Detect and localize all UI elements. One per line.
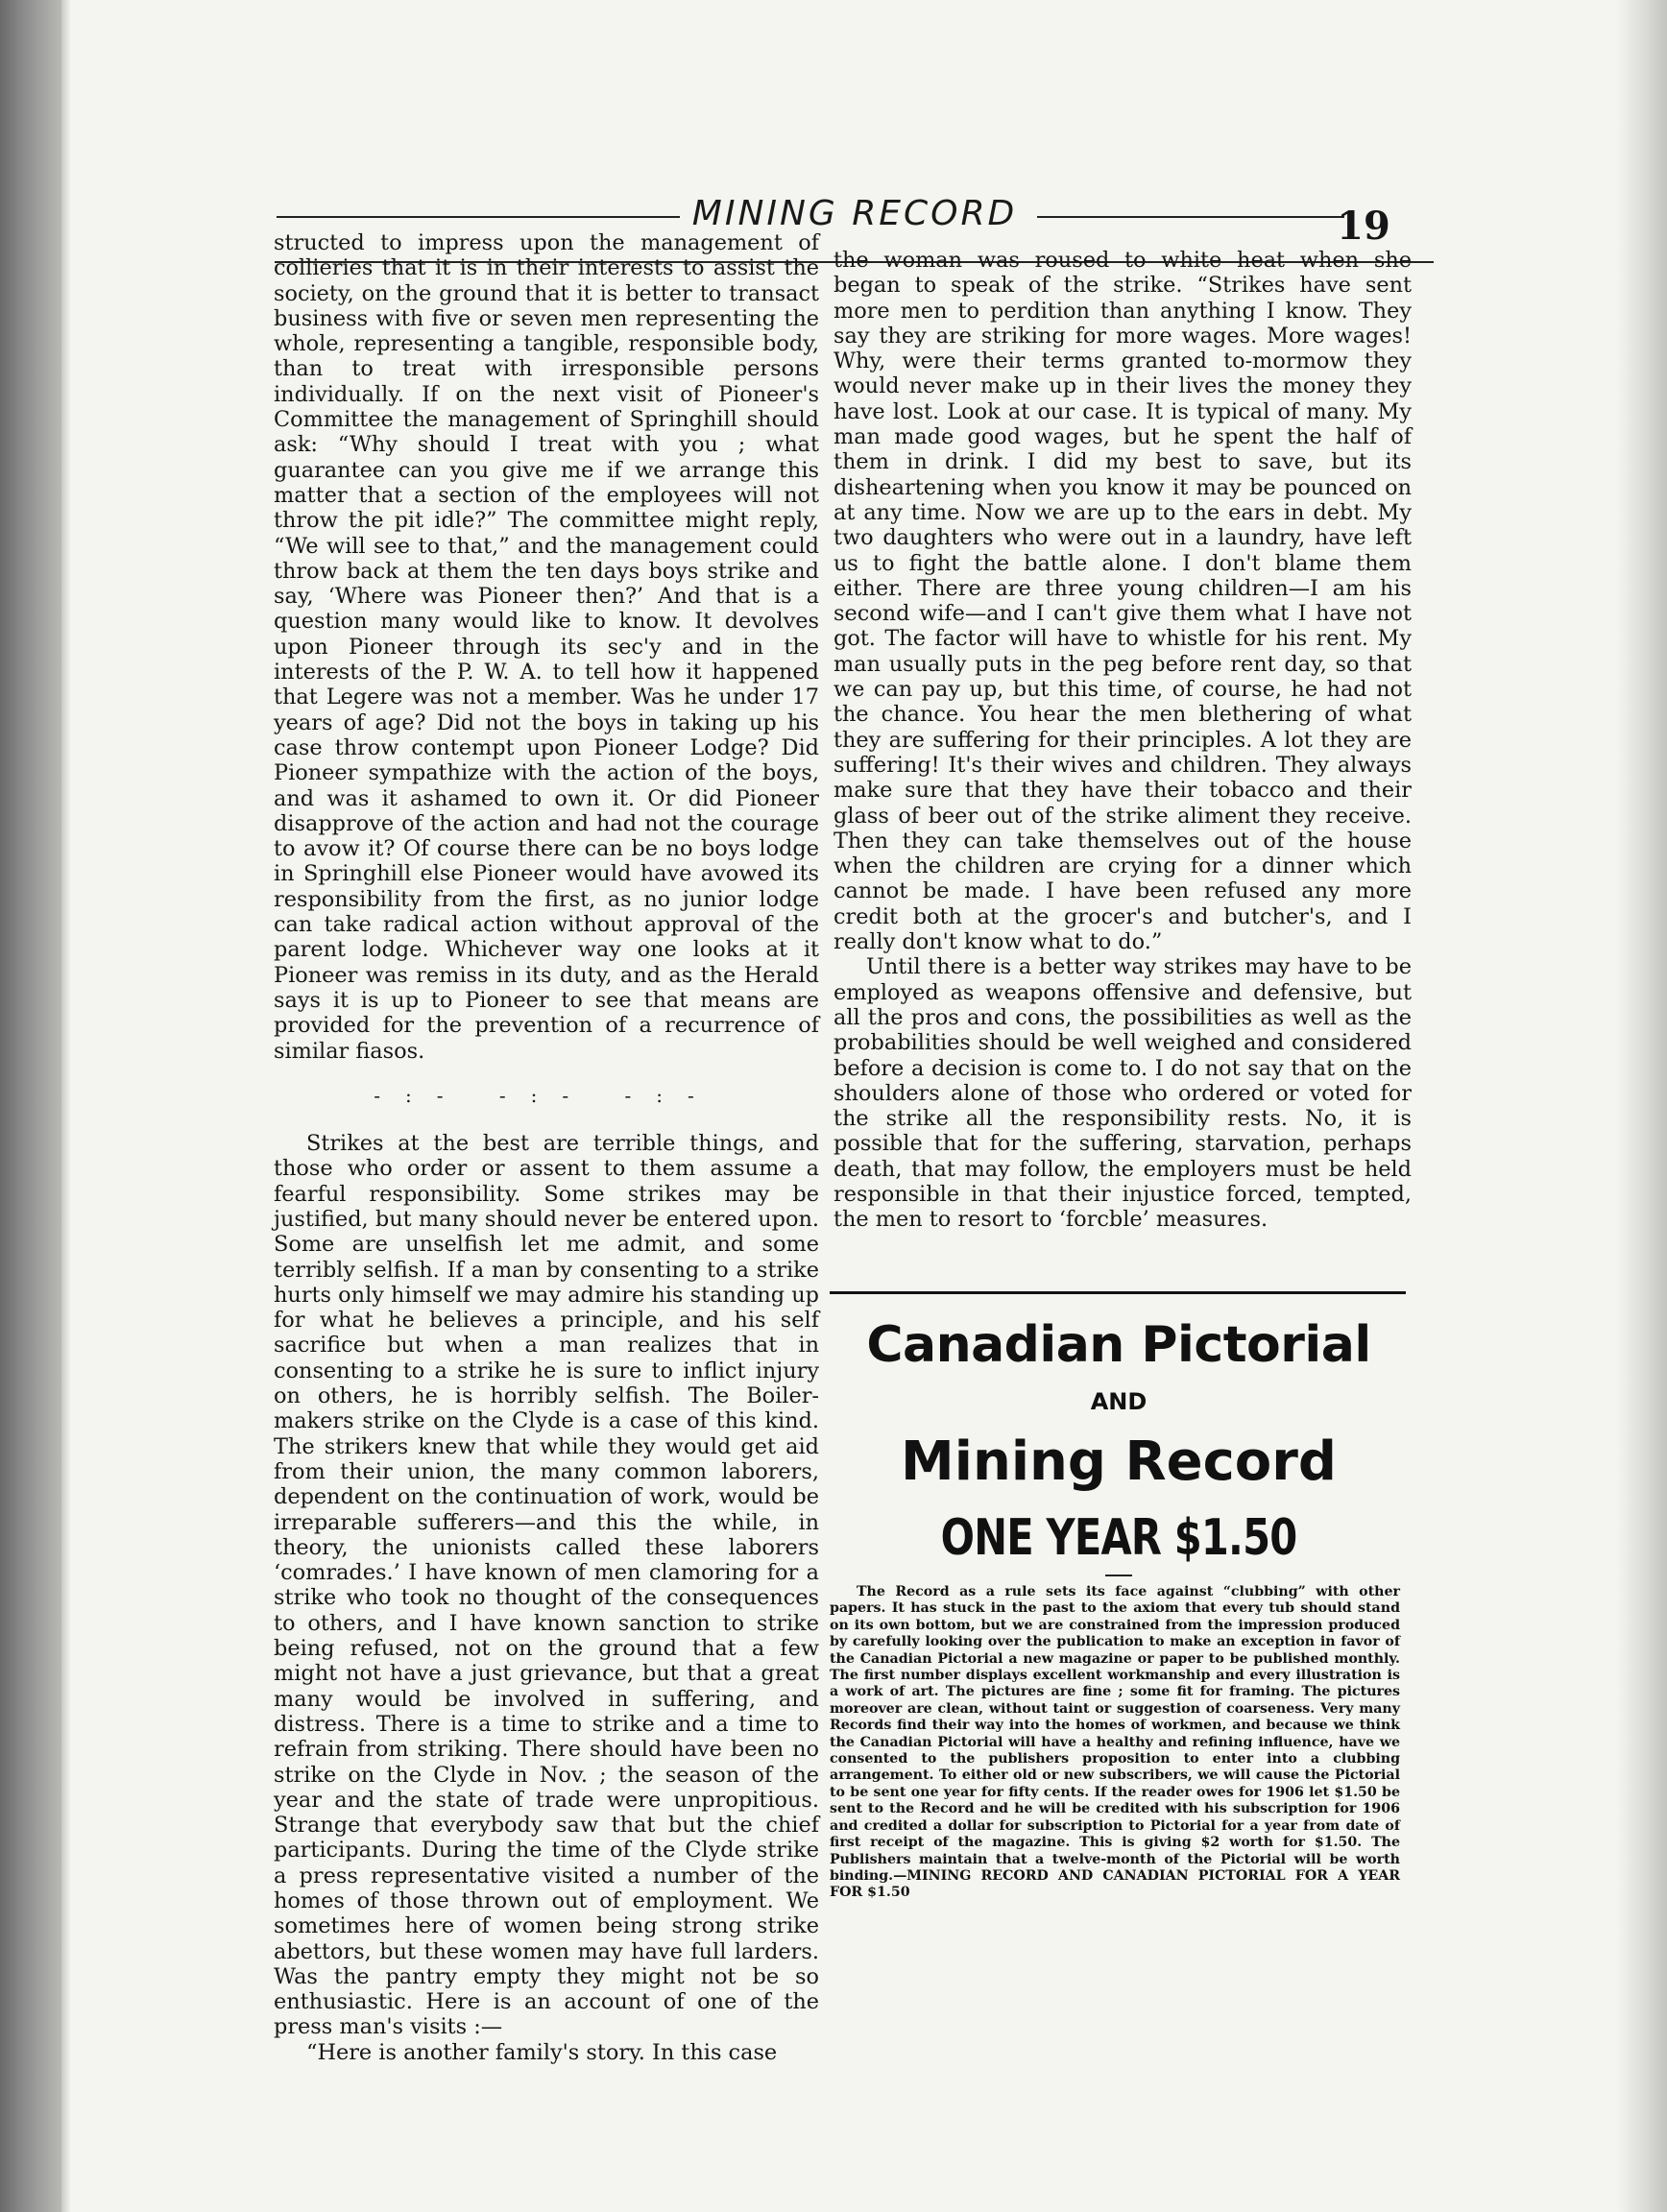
right-page-edge bbox=[1617, 0, 1667, 2212]
page-number: 19 bbox=[1337, 204, 1390, 249]
right-paragraph-2: Until there is a better way strikes may have to be employed as weapons offensive and defensive, but all the pros and cons, the possibilities as well as the probabilities should be well weighed and considered before a decision is come to. I do not say that on the shoulders alone of those who ordered or voted for the strike all the responsibility rests. No, it is possible that for the suffering, starvation, perhaps death, that may follow, the employers must be held responsible in that their injustice forced, tempted, the men to resort to ‘forcble’ measures. bbox=[834, 954, 1412, 1233]
page-edge-shadow bbox=[61, 0, 71, 2212]
header-rule-right bbox=[1037, 216, 1344, 218]
running-head: MINING RECORD bbox=[691, 194, 1018, 233]
left-paragraph-3: “Here is another family's story. In this case bbox=[306, 2039, 778, 2065]
section-separator: -:- -:- -:- bbox=[374, 1083, 719, 1107]
advertisement bbox=[830, 1315, 1408, 1902]
header-rule-left bbox=[277, 216, 680, 218]
ad-divider bbox=[1105, 1575, 1132, 1576]
left-paragraph-2: Strikes at the best are terrible things, and those who order or assent to them assume a fearful responsibility. Some strikes may be justified, but many should never be entered upon. Some are unselfish let me admit, and some terribly selfish. If a man by consenting to a strike hurts only himself we may admire his standing up for what he believes a principle, and his self sacrifice but when a man realizes that in consenting to a strike he is sure to inflict injury on others, he is horribly selfish. The Boiler-makers strike on the Clyde is a case of this kind. The strikers knew that while they would get aid from their union, the many common laborers, dependent on the continuation of work, would be irreparable sufferers—and this the while, in theory, the unionists called these laborers ‘comrades.’ I have known of men clamoring for a strike who took no thought of the consequences to others, and I have known sanction to strike being refused, not on the ground that a few might not have a just grievance, but that a great many would be involved in suffering, and distress. There is a time to strike and a time to refrain from striking. There should have been no strike on the Clyde in Nov. ; the season of the year and the state of trade were unpropitious. Strange that everybody saw that but the chief participants. During the time of the Clyde strike a press representative visited a number of the homes of those thrown out of employment. We sometimes here of women being strong strike abettors, but these women may have full larders. Was the pantry empty they might not be so enthusiastic. Here is an account of one of the press man's visits :— bbox=[274, 1131, 819, 2040]
left-column bbox=[274, 230, 819, 2065]
binding-margin bbox=[0, 0, 61, 2212]
right-paragraph-1: the woman was roused to white heat when she began to speak of the strike. “Strikes have sent more men to perdition than anything I know. They say they are striking for more wages. More wages! Why, were their terms granted to-mormow they would never make up in their lives the money they have lost. Look at our case. It is typical of many. My man made good wages, but he spent the half of them in drink. I did my best to save, but its disheartening when you know it may be pounced on at any time. Now we are up to the ears in debt. My two daughters who were out in a laundry, have left us to fight the battle alone. I don't blame them either. There are three young children—I am his second wife—and I can't give them what I have not got. The factor will have to whistle for his rent. My man usually puts in the peg before rent day, so that we can pay up, but this time, of course, he had not the chance. You hear the men blethering of what they are suffering for their principles. A lot they are suffering! It's their wives and children. They always make sure that they have their tobacco and their glass of beer out of the strike aliment they receive. Then they can take themselves out of the house when the children are crying for a dinner which cannot be made. I have been refused any more credit both at the grocer's and butcher's, and I really don't know what to do.” bbox=[834, 248, 1412, 955]
ad-title-canadian-pictorial: Canadian Pictorial bbox=[866, 1316, 1371, 1374]
advertisement-rule bbox=[830, 1291, 1406, 1294]
right-column bbox=[834, 248, 1412, 1233]
ad-title-mining-record: Mining Record bbox=[901, 1431, 1337, 1493]
left-paragraph-1: structed to impress upon the management of collieries that it is in their interests to assist the society, on the ground that it is better to transact business with five or seven men representing the whole, representing a tangible, responsible body, than to treat with irresponsible persons individually. If on the next visit of Pioneer's Committee the management of Springhill should ask: “Why should I treat with you ; what guarantee can you give me if we arrange this matter that a section of the employees will not throw the pit idle?” The committee might reply, “We will see to that,” and the management could throw back at them the ten days boys strike and say, ‘Where was Pioneer then?’ And that is a question many would like to know. It devolves upon Pioneer through its sec'y and in the interests of the P. W. A. to tell how it happened that Legere was not a member. Was he under 17 years of age? Did not the boys in taking up his case throw contempt upon Pioneer Lodge? Did Pioneer sympathize with the action of the boys, and was it ashamed to own it. Or did Pioneer disapprove of the action and had not the courage to avow it? Of course there can be no boys lodge in Springhill else Pioneer would have avowed its responsibility from the first, as no junior lodge can take radical action without approval of the parent lodge. Whichever way one looks at it Pioneer was remiss in its duty, and as the Herald says it is up to Pioneer to see that means are provided for the prevention of a recurrence of similar fiasos. bbox=[274, 230, 819, 1064]
ad-price: ONE YEAR $1.50 bbox=[940, 1509, 1297, 1567]
ad-body: The Record as a rule sets its face against “clubbing” with other papers. It has stuck in the past to the axiom that every tub should stand on its own bottom, but we are constrained from the impression produced by carefully looking over the publication to make an exception in favor of the Canadian Pictorial a new magazine or paper to be published monthly. The first number displays excellent workmanship and every illustration is a work of art. The pictures are fine ; some fit for framing. The pictures moreover are clean, without taint or suggestion of coarseness. Very many Records find their way into the homes of workmen, and because we think the Canadian Pictorial will have a healthy and refining influence, have we consented to the publishers proposition to enter into a clubbing arrangement. To either old or new subscribers, we will cause the Pictorial to be sent one year for fifty cents. If the reader owes for 1906 let $1.50 be sent to the Record and he will be credited with his subscription for 1906 and credited a dollar for subscription to Pictorial for a year from date of first receipt of the magazine. This is giving $2 worth for $1.50. The Publishers maintain that a twelve-month of the Pictorial will be worth binding.—MINING RECORD AND CANADIAN PICTORIAL FOR A YEAR FOR $1.50 bbox=[830, 1584, 1400, 1901]
ad-and: AND bbox=[1090, 1388, 1148, 1415]
